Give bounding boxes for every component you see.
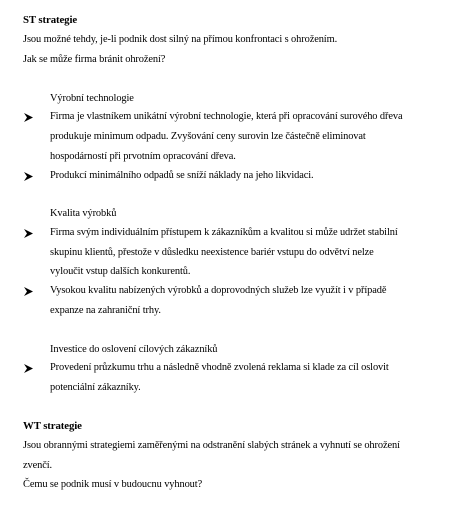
- bullet-line: Produkcí minimálního odpadů se sníží náklady na jeho likvidaci.: [50, 170, 314, 181]
- bullet-line: expanze na zahraniční trhy.: [50, 305, 161, 316]
- bullet-line: produkuje minimum odpadu. Zvyšování ceny surovin lze částečně eliminovat: [50, 131, 366, 142]
- wt-intro-line-1: Jsou obrannými strategiemi zaměřenými na odstranění slabých stránek a vyhnutí se ohrožení: [23, 440, 400, 451]
- bullet-line: Provedení průzkumu trhu a následně vhodně zvolená reklama si klade za cíl oslovit: [50, 362, 389, 373]
- wt-intro-line-2: zvenčí.: [23, 460, 53, 471]
- bullet-line: potenciální zákazníky.: [50, 382, 141, 393]
- arrowhead-bullet-icon: [24, 364, 33, 373]
- st-intro-line-2: Jak se může firma bránit ohrožení?: [23, 54, 166, 65]
- bullet-line: Vysokou kvalitu nabízených výrobků a doprovodných služeb lze využít i v případě: [50, 285, 387, 296]
- section-title-customer-outreach: Investice do oslovení cílových zákazníků: [50, 344, 218, 355]
- section-title-production-technology: Výrobní technologie: [50, 93, 134, 104]
- arrowhead-bullet-icon: [24, 113, 33, 122]
- bullet-line: hospodárností při prvotním opracování dřeva.: [50, 151, 236, 162]
- bullet-line: vyloučit vstup dalších konkurentů.: [50, 266, 191, 277]
- arrowhead-bullet-icon: [24, 172, 33, 181]
- arrowhead-bullet-icon: [24, 229, 33, 238]
- st-intro-line-1: Jsou možné tehdy, je-li podnik dost silný na přímou konfrontaci s ohrožením.: [23, 34, 338, 45]
- section-title-product-quality: Kvalita výrobků: [50, 208, 117, 219]
- bullet-line: Firma svým individuálním přístupem k zákazníkům a kvalitou si může udržet stabilní: [50, 227, 398, 238]
- st-heading: ST strategie: [23, 14, 78, 26]
- bullet-line: Firma je vlastníkem unikátní výrobní technologie, která při opracování surového dřeva: [50, 111, 403, 122]
- wt-intro-line-3: Čemu se podnik musí v budoucnu vyhnout?: [23, 479, 203, 490]
- wt-heading: WT strategie: [23, 420, 82, 432]
- arrowhead-bullet-icon: [24, 287, 33, 296]
- bullet-line: skupinu klientů, přestože v důsledku neexistence bariér vstupu do odvětví nelze: [50, 247, 374, 258]
